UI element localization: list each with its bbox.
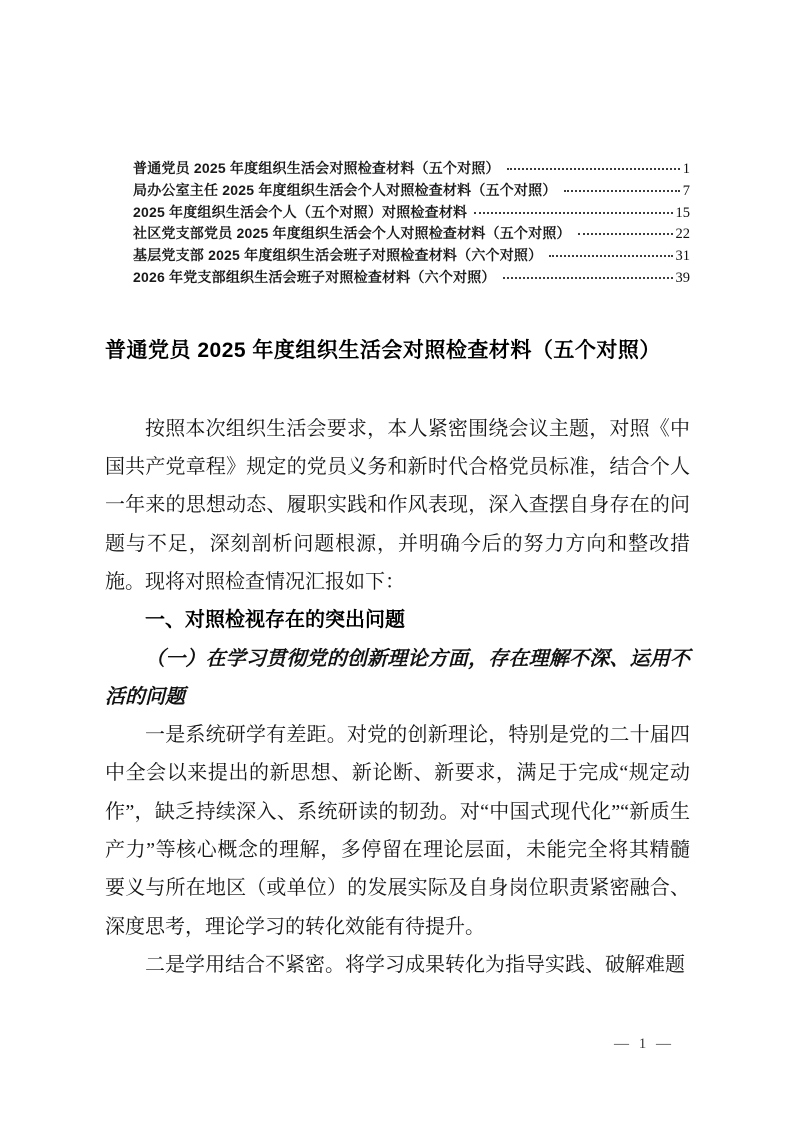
toc-dot-leader <box>474 212 672 214</box>
table-of-contents <box>133 0 690 289</box>
toc-entry-title: 局办公室主任 2025 年度组织生活会个人对照检查材料（五个对照） <box>133 181 557 198</box>
toc-entry[interactable] <box>133 245 690 267</box>
toc-entry[interactable] <box>133 202 690 224</box>
toc-entry[interactable] <box>133 180 690 202</box>
toc-entry[interactable] <box>133 158 690 180</box>
toc-dot-leader <box>503 277 673 279</box>
section-heading: 一、对照检视存在的突出问题 <box>145 609 405 632</box>
toc-entry[interactable] <box>133 267 690 289</box>
toc-entry-title: 普通党员 2025 年度组织生活会对照检查材料（五个对照） <box>133 160 500 176</box>
toc-entry-page: 15 <box>675 204 690 221</box>
toc-entry-page: 22 <box>675 226 690 243</box>
intro-paragraph: 按照本次组织生活会要求，本人紧密围绕会议主题，对照《中国共产党章程》规定的党员义务和新时代合格党员标准，结合个人一年来的思想动态、履职实践和作风表现，深入查摆自身存在的问题与不足，深刻剖析问题根源，并明确今后的努力方向和整改措施。现将对照检查情况汇报如下： <box>105 417 690 593</box>
toc-dot-leader <box>549 255 672 257</box>
toc-dot-leader <box>507 168 680 170</box>
toc-entry-title: 基层党支部 2025 年度组织生活会班子对照检查材料（六个对照） <box>133 247 543 264</box>
toc-entry-page: 7 <box>682 182 690 199</box>
toc-entry-title: 社区党支部党员 2025 年度组织生活会个人对照检查材料（五个对照） <box>133 225 571 242</box>
document-title: 普通党员 2025 年度组织生活会对照检查材料（五个对照） <box>105 338 661 362</box>
toc-entry-title: 2025 年度组织生活会个人（五个对照）对照检查材料 <box>133 203 468 220</box>
toc-dot-leader <box>578 233 673 235</box>
toc-entry[interactable] <box>133 223 690 245</box>
toc-dot-leader <box>564 190 680 192</box>
toc-entry-page: 31 <box>675 248 690 265</box>
body-paragraph-1: 一是系统研学有差距。对党的创新理论，特别是党的二十届四中全会以来提出的新思想、新论断、新要求，满足于完成“规定动作”，缺乏持续深入、系统研读的韧劲。对“中国式现代化”“新质生产力”等核心概念的理解，多停留在理论层面，未能完全将其精髓要义与所在地区（或单位）的发展实际及自身岗位职责紧密融合、深度思考，理论学习的转化效能有待提升。 <box>105 724 690 938</box>
subsection-heading: （一）在学习贯彻党的创新理论方面，存在理解不深、运用不活的问题 <box>105 647 690 708</box>
toc-entry-title: 2026 年党支部组织生活会班子对照检查材料（六个对照） <box>133 268 496 285</box>
toc-entry-page: 39 <box>675 269 690 286</box>
toc-entry-page: 1 <box>682 161 690 177</box>
page-number: — 1 — <box>614 1036 674 1052</box>
body-paragraph-2: 二是学用结合不紧密。将学习成果转化为指导实践、破解难题 <box>145 953 685 976</box>
